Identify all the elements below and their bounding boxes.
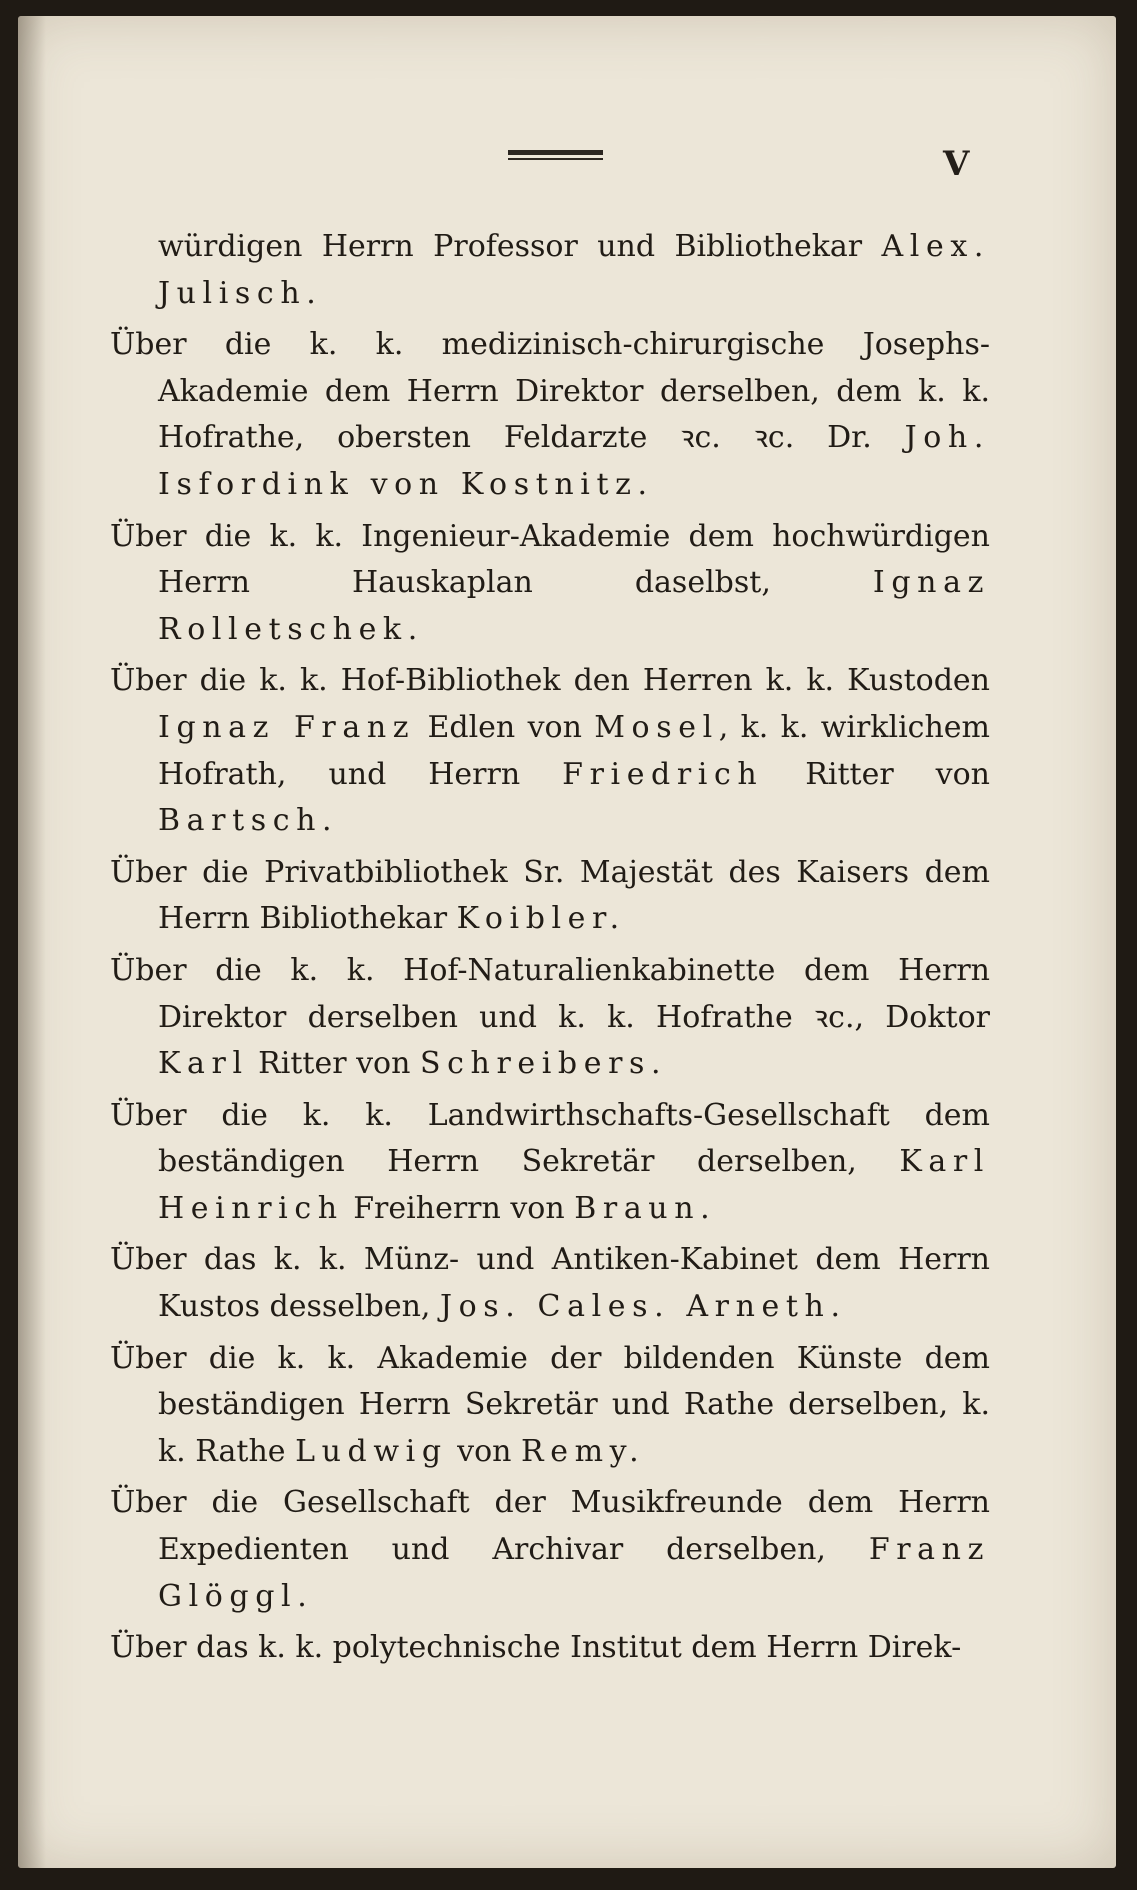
spine-shadow bbox=[18, 16, 46, 1868]
person-name: Schreibers. bbox=[419, 1046, 668, 1082]
person-name: Karl bbox=[158, 1046, 249, 1082]
person-name: Karl Heinrich bbox=[158, 1144, 990, 1226]
entry-naturalienkabinette: Über die k. k. Hof-Naturalienkabinette dem Herrn Direktor derselben und k. k. Hofrathe ꝛc., Doktor Karl Ritter von Schreibers. bbox=[110, 952, 990, 1082]
entry-polytechnisches-institut: Über das k. k. polytechnische Institut dem Herrn Direk- bbox=[110, 1630, 962, 1666]
entry-hof-bibliothek: Über die k. k. Hof-Bibliothek den Herren k. k. Kustoden Ignaz Franz Edlen von Mosel, k. k. wirklichem Hofrath, und Herrn Friedrich Ritter von Bartsch. bbox=[110, 663, 990, 839]
person-name: Ludwig bbox=[295, 1433, 448, 1469]
entry-ingenieur-akademie: Über die k. k. Ingenieur-Akademie dem hochwürdigen Herrn Hauskaplan daselbst, Ignaz Rolletschek. bbox=[110, 518, 990, 647]
person-name: Jos. Cales. Arneth. bbox=[439, 1289, 847, 1325]
book-page bbox=[18, 16, 1116, 1868]
entry-landwirthschafts-gesellschaft: Über die k. k. Landwirthschafts-Gesellschaft dem beständigen Herrn Sekretär derselben, Karl Heinrich Freiherrn von Braun. bbox=[110, 1097, 990, 1226]
body-text bbox=[110, 224, 990, 1677]
page-number: V bbox=[943, 144, 970, 184]
person-name: Joh. Isfordink von Kostnitz. bbox=[158, 420, 990, 502]
person-name: Koibler. bbox=[456, 901, 626, 937]
person-name: Bartsch. bbox=[158, 803, 339, 839]
person-name: Mosel bbox=[594, 709, 719, 745]
person-name: Friedrich bbox=[562, 756, 764, 792]
entry-muenz-kabinet: Über das k. k. Münz- und Antiken-Kabinet dem Herrn Kustos desselben, Jos. Cales. Arneth. bbox=[110, 1242, 990, 1325]
entry-continuation: würdigen Herrn Professor und Bibliothekar Alex. Julisch. bbox=[158, 229, 990, 311]
header-ornament-rule bbox=[508, 150, 603, 160]
person-name: Franz Glöggl. bbox=[158, 1532, 990, 1614]
person-name: Ignaz Franz bbox=[158, 709, 416, 745]
person-name: Ignaz Rolletschek. bbox=[158, 565, 990, 647]
person-name: Remy. bbox=[521, 1433, 646, 1469]
entry-akademie-bildende-kuenste: Über die k. k. Akademie der bildenden Künste dem beständigen Herrn Sekretär und Rathe derselben, k. k. Rathe Ludwig von Remy. bbox=[110, 1340, 990, 1469]
entry-musikfreunde: Über die Gesellschaft der Musikfreunde dem Herrn Expedienten und Archivar derselben, Franz Glöggl. bbox=[110, 1485, 990, 1614]
entry-josephs-akademie: Über die k. k. medizinisch-chirurgische Josephs-Akademie dem Herrn Direktor derselben, dem k. k. Hofrathe, obersten Feldarzte ꝛc. ꝛc. Dr. Joh. Isfordink von Kostnitz. bbox=[110, 327, 990, 502]
person-name: Braun. bbox=[574, 1190, 717, 1226]
person-name: Alex. Julisch. bbox=[158, 229, 990, 311]
entry-privatbibliothek: Über die Privatbibliothek Sr. Majestät des Kaisers dem Herrn Bibliothekar Koibler. bbox=[110, 854, 990, 937]
